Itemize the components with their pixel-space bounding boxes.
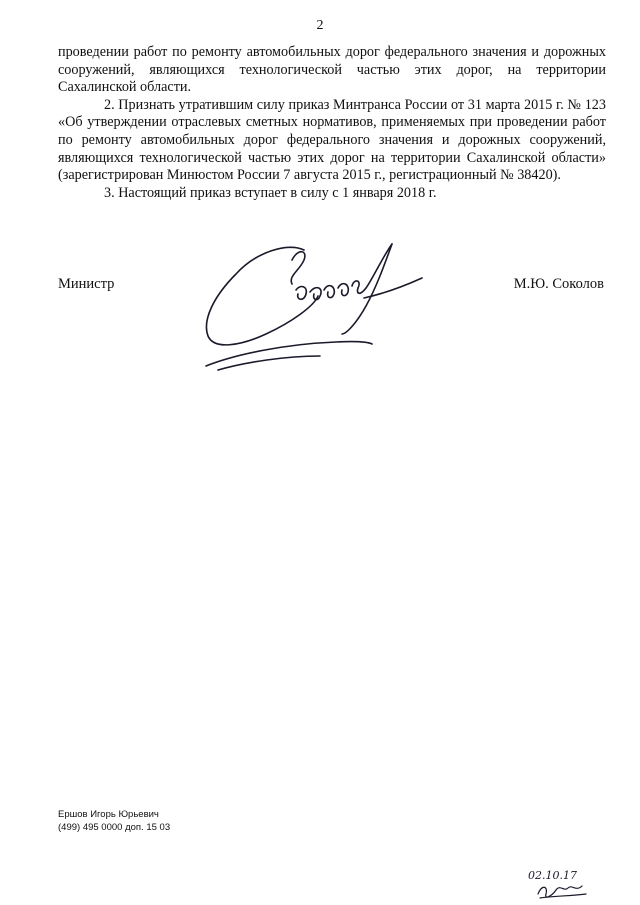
executor-block: [58, 809, 170, 834]
executor-name: Ершов Игорь Юрьевич: [58, 809, 159, 820]
paragraph-continuation: проведении работ по ремонту автомобильных дорог федерального значения и дорожных сооружений, являющихся технологической частью этих дорог, на территории Сахалинской области.: [58, 44, 606, 96]
paragraph-item-2: 2. Признать утратившим силу приказ Минтранса России от 31 марта 2015 г. № 123 «Об утверждении отраслевых сметных нормативов, применяемых при проведении работ по ремонту автомобильных дорог федерального значения и дорожных сооружений, являющихся технологической частью этих дорог на территории Сахалинской области» (зарегистрирован Минюстом России 7 августа 2015 г., регистрационный № 38420).: [58, 96, 606, 184]
handwritten-date: 02.10.17: [528, 869, 577, 882]
paragraph-item-3: 3. Настоящий приказ вступает в силу с 1 января 2018 г.: [104, 184, 437, 201]
handwritten-signature: [196, 238, 432, 378]
page-number: 2: [316, 18, 324, 33]
executor-phone: (499) 495 0000 доп. 15 03: [58, 821, 171, 833]
handwritten-date-note: [524, 864, 594, 902]
document-body: [58, 44, 606, 202]
signatory-name: М.Ю. Соколов: [513, 276, 604, 292]
signatory-title: Министр: [58, 276, 115, 292]
